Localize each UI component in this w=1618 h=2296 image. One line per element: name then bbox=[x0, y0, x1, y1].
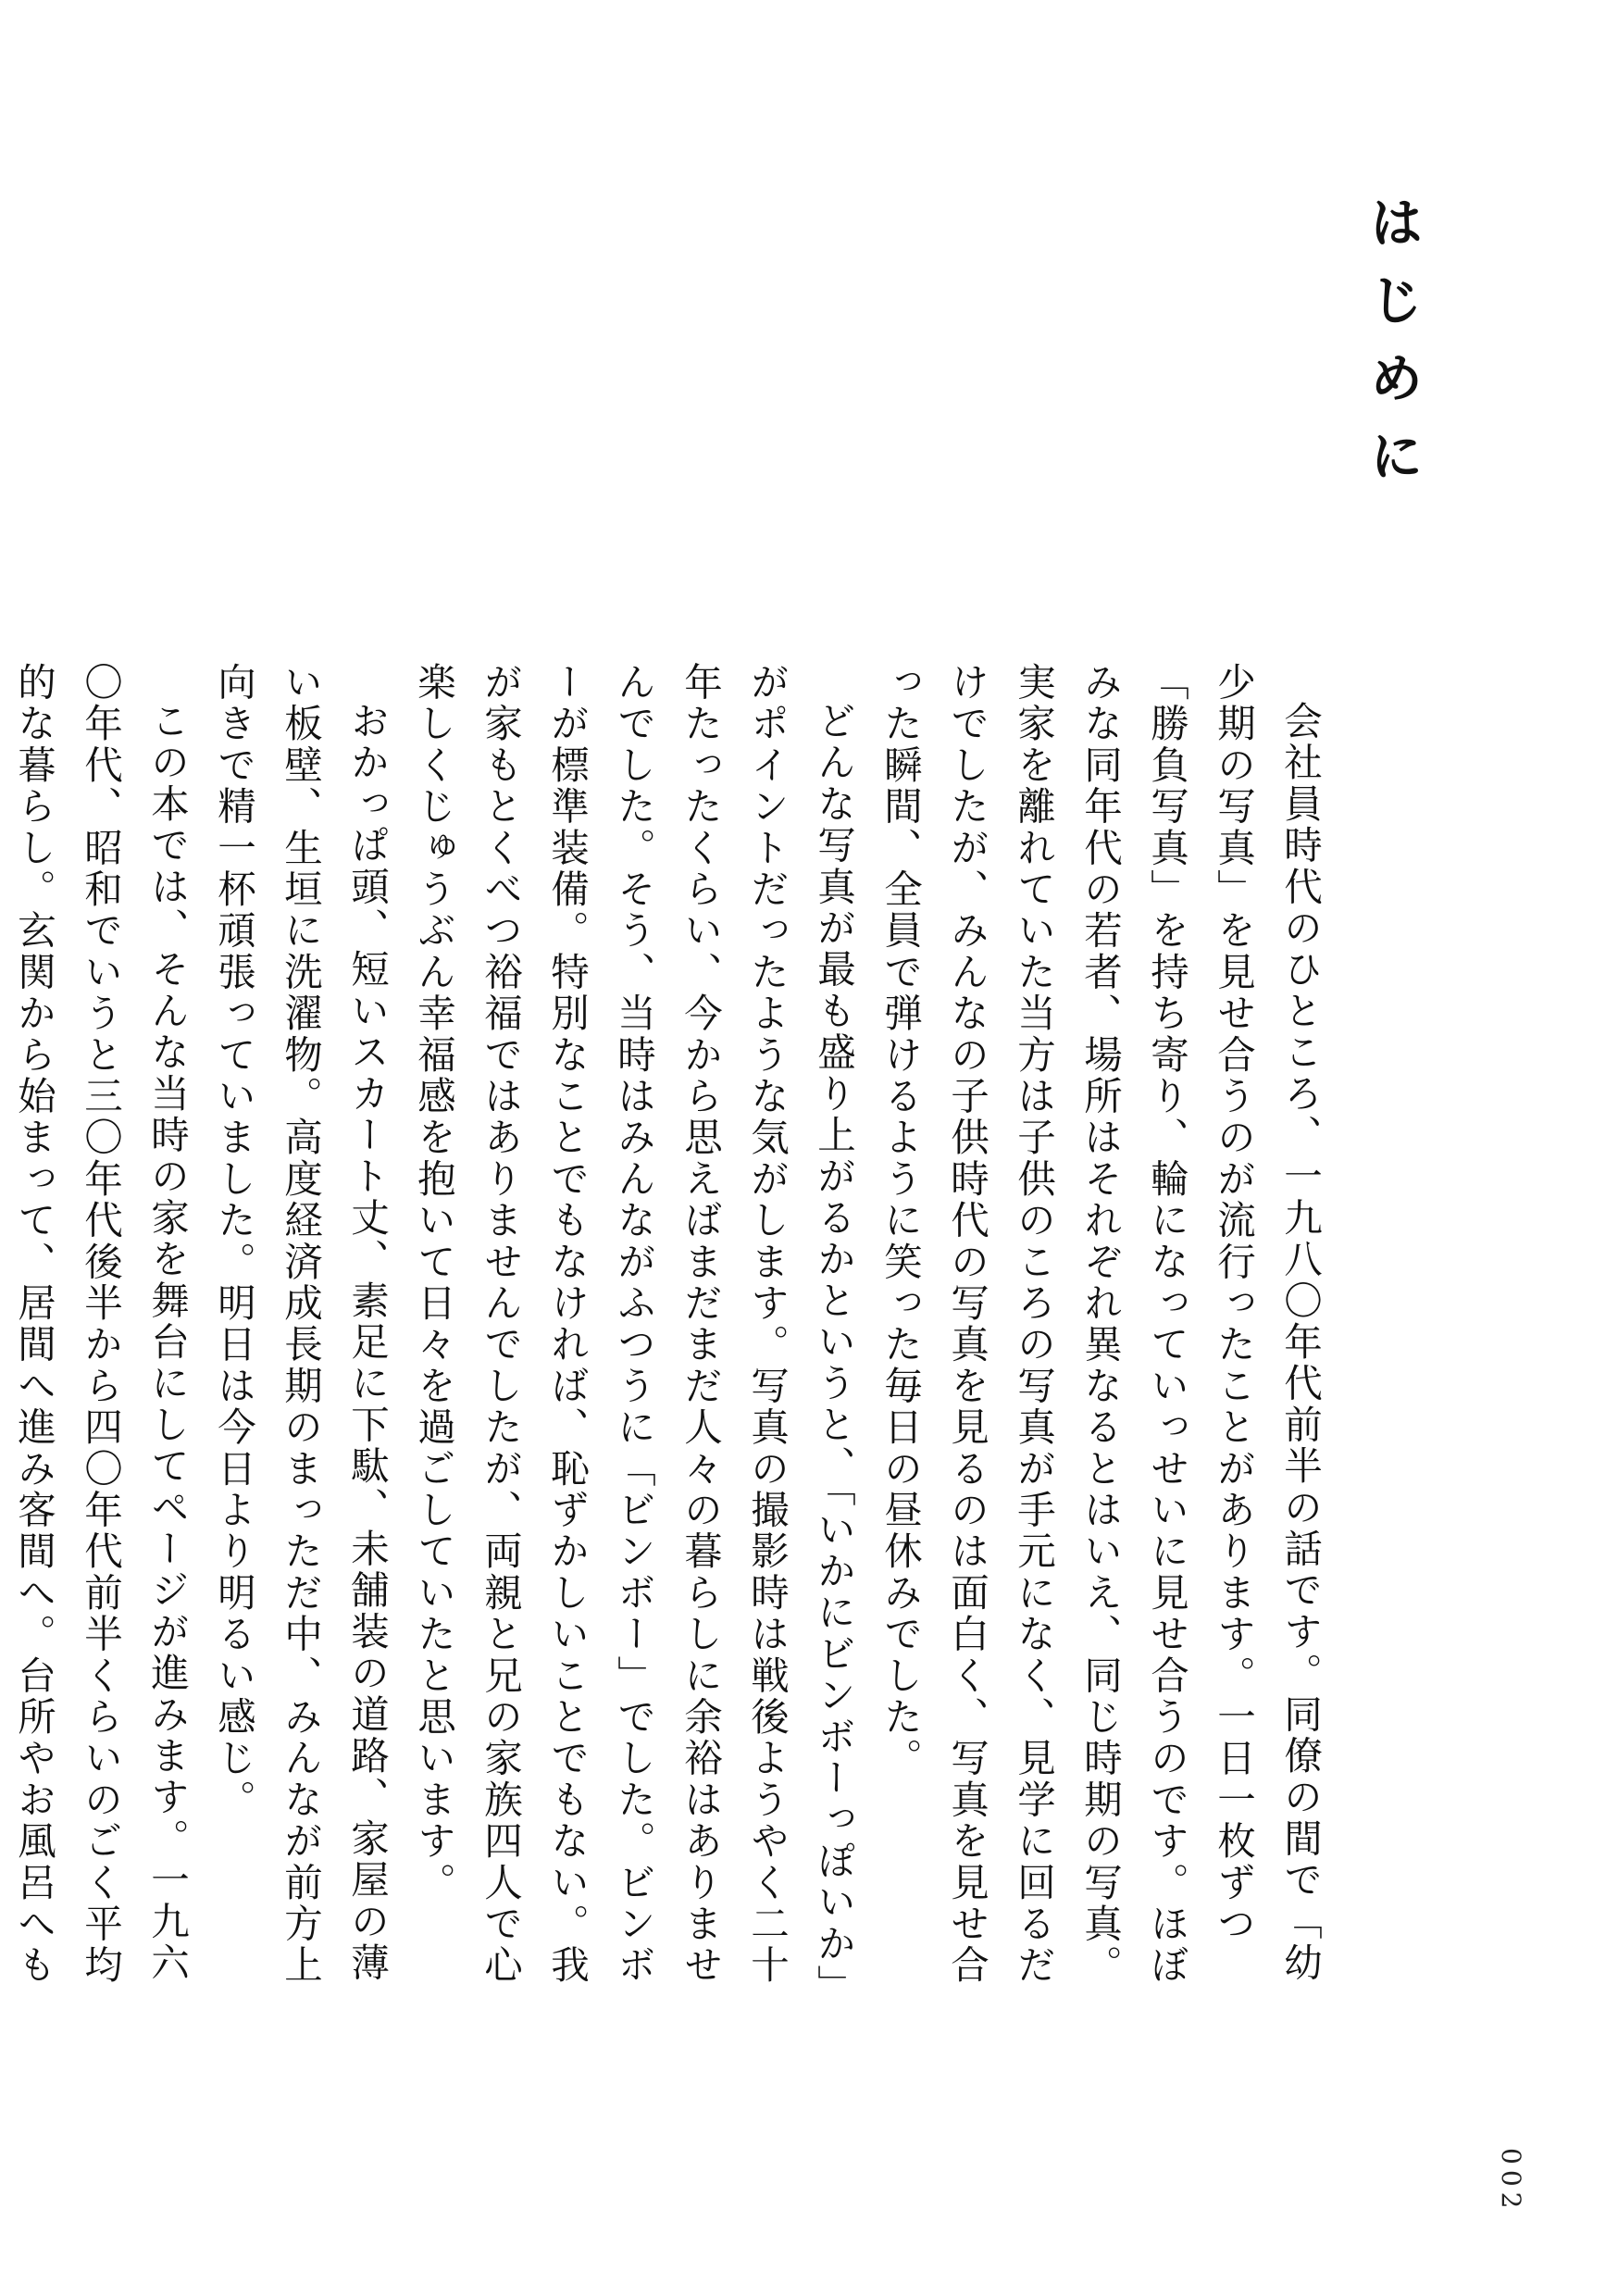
body-text bbox=[11, 662, 1333, 2023]
paragraph: 会社員時代のひところ、一九八〇年代前半の話です。同僚の間で「幼少期の写真」を見せ合うのが流行ったことがあります。一日一枚ずつ「勝負写真」を持ち寄り、輪になっていっせいに見せ合うのです。ほぼみな同年代の若者、場所はそれぞれ異なるとはいえ、同じ時期の写真。実家を離れていた当方は子供のころの写真が手元になく、見学に回るだけでしたが、みんなの子供時代の写真を見るのは面白く、写真を見せ合った瞬間、全員で弾けるように笑った毎日の昼休みでした。 bbox=[877, 662, 1323, 1987]
paragraph: おかっぱ頭、短いスカート丈、素足に下駄、未舗装の道路、家屋の薄い板壁、生垣に洗濯物。高度経済成長期のまっただ中、みんなが前方上向きで精一杯頑張っていました。明日は今日より明るい感じ。 bbox=[211, 662, 390, 1987]
chapter-title: はじめに bbox=[1360, 194, 1424, 505]
page-number: 002 bbox=[1496, 2148, 1526, 2215]
paragraph: この本では、そんな当時の家を舞台にしてページが進みます。一九六〇年代、昭和でいうと三〇年代後半から四〇年代前半くらいのごく平均的な暮らし。玄関から始まって、居間へ進み客間へ。台所やお風呂へも bbox=[11, 662, 190, 1987]
paragraph: どんな写真が最も盛り上がるかというと、「いかにビンボーっぽいか」がポイントだったような気がします。写真の撮影時は戦後ようやく二十年たったくらい、今から思えばまだまだ人々の暮らしに余裕はありませんでした。そう、当時はみんながふつうに「ビンボー」でした。ビンボーが標準装備。特別なことでもなければ、恥ずかしいことでもない。我が家もとくべつ裕福ではありませんでしたが、両親と兄の家族四人で心楽しくじゅうぶん幸福感を抱いて日々を過ごしていたと思います。 bbox=[411, 662, 856, 2006]
